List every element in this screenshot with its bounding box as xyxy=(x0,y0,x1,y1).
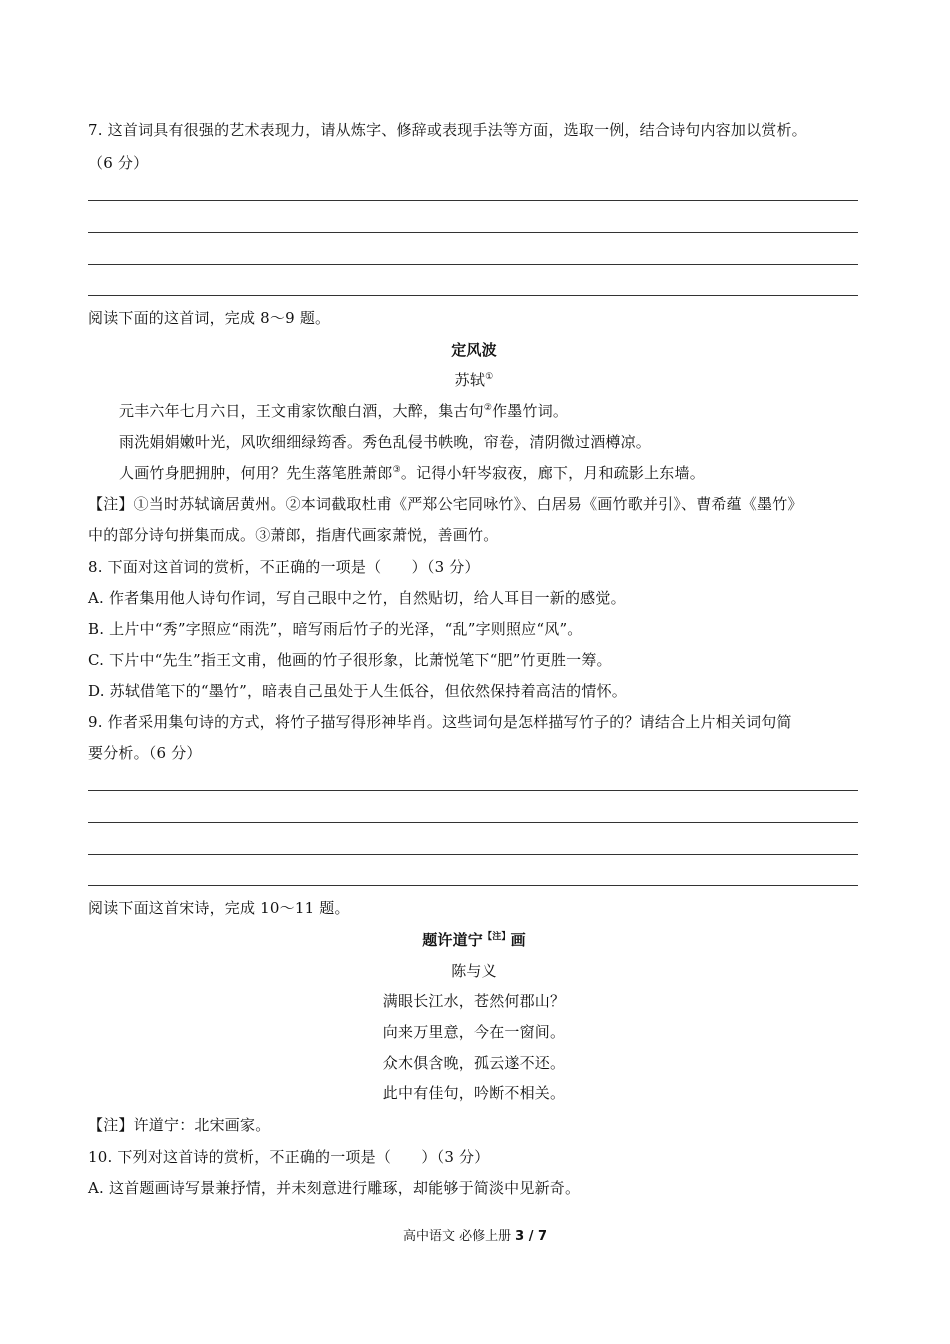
poem2-note: 【注】许道宁：北宋画家。 xyxy=(88,1116,271,1134)
q9-answer-line-4[interactable] xyxy=(88,885,858,886)
poem-author: 苏轼① xyxy=(454,371,494,389)
q9-stem-line1: 9. 作者采用集句诗的方式，将竹子描写得形神毕肖。这些词句是怎样描写竹子的？请结合上片相关词句简 xyxy=(88,713,792,731)
section2-intro: 阅读下面的这首词，完成 8～9 题。 xyxy=(88,309,331,327)
poem-title: 定风波 xyxy=(451,341,497,359)
poem2-verse-1: 满眼长江水，苍然何郡山？ xyxy=(382,992,566,1010)
q9-answer-line-3[interactable] xyxy=(88,854,858,855)
q9-answer-line-1[interactable] xyxy=(88,790,858,791)
section3-intro: 阅读下面这首宋诗，完成 10～11 题。 xyxy=(88,899,350,917)
q8-option-b[interactable]: B. 上片中“秀”字照应“雨洗”，暗写雨后竹子的光泽，“乱”字则照应“风”。 xyxy=(88,620,583,638)
page-footer xyxy=(0,1228,950,1246)
q8-option-c[interactable]: C. 下片中“先生”指王文甫，他画的竹子很形象，比萧悦笔下“肥”竹更胜一筹。 xyxy=(88,651,612,669)
q8-option-d[interactable]: D. 苏轼借笔下的“墨竹”，暗表自己虽处于人生低谷，但依然保持着高洁的情怀。 xyxy=(88,682,627,700)
poem2-author: 陈与义 xyxy=(451,962,497,980)
q7-stem-line1: 7. 这首词具有很强的艺术表现力，请从炼字、修辞或表现手法等方面，选取一例，结合诗句内容加以赏析。 xyxy=(88,121,807,139)
poem-verse-2: 人画竹身肥拥肿，何用？先生落笔胜萧郎③。记得小轩岑寂夜，廊下，月和疏影上东墙。 xyxy=(119,464,705,482)
q10-stem: 10. 下列对这首诗的赏析，不正确的一项是（ ）（3 分） xyxy=(88,1148,490,1166)
page-number: 3 / 7 xyxy=(515,1229,548,1244)
q8-option-a[interactable]: A. 作者集用他人诗句作词，写自己眼中之竹，自然贴切，给人耳目一新的感觉。 xyxy=(88,589,626,607)
poem-verse-1: 雨洗娟娟嫩叶光，风吹细细绿筠香。秀色乱侵书帙晚，帘卷，清阴微过酒樽凉。 xyxy=(119,433,652,451)
poem2-verse-3: 众木俱含晚，孤云遂不还。 xyxy=(382,1054,566,1072)
footnote-ref-note: 【注】 xyxy=(483,932,511,942)
poem2-verse-2: 向来万里意，今在一窗间。 xyxy=(382,1023,566,1041)
poem2-title: 题许道宁$^{【注】}$画 xyxy=(422,931,526,949)
q9-answer-line-2[interactable] xyxy=(88,822,858,823)
q8-stem: 8. 下面对这首词的赏析，不正确的一项是（ ）（3 分） xyxy=(88,558,480,576)
q7-answer-line-1[interactable] xyxy=(88,200,858,201)
poem-preface: 元丰六年七月六日，王文甫家饮酿白酒，大醉，集古句②作墨竹词。 xyxy=(119,402,569,420)
q7-answer-line-3[interactable] xyxy=(88,264,858,265)
footer-text: 高中语文 必修上册 xyxy=(402,1229,512,1244)
footnote-ref-1: ① xyxy=(485,372,494,382)
poem-note-line1: 【注】①当时苏轼谪居黄州。②本词截取杜甫《严郑公宅同咏竹》、白居易《画竹歌并引》、曹希蕴《墨竹》 xyxy=(88,495,803,513)
q10-option-a[interactable]: A. 这首题画诗写景兼抒情，并未刻意进行雕琢，却能够于简淡中见新奇。 xyxy=(88,1179,581,1197)
q7-answer-line-4[interactable] xyxy=(88,295,858,296)
footnote-ref-2: ② xyxy=(483,403,493,413)
poem2-verse-4: 此中有佳句，吟断不相关。 xyxy=(382,1084,566,1102)
footnote-ref-3: ③ xyxy=(392,465,401,475)
poem-note-line2: 中的部分诗句拼集而成。③萧郎，指唐代画家萧悦，善画竹。 xyxy=(88,526,499,544)
q9-stem-line2: 要分析。（6 分） xyxy=(88,744,202,762)
q7-stem-line2: （6 分） xyxy=(88,154,149,172)
q7-answer-line-2[interactable] xyxy=(88,232,858,233)
